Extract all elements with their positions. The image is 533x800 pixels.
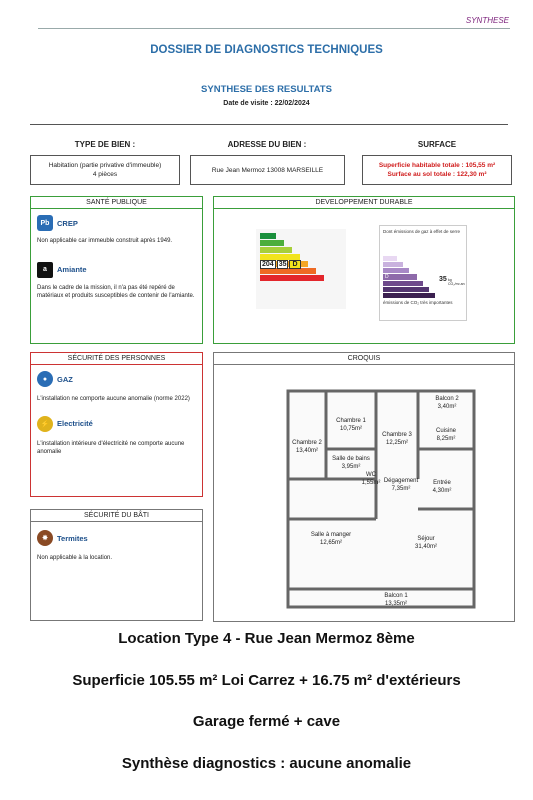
dpe-label: [256, 229, 346, 309]
ges-footer: émissions de CO₂ très importantes: [383, 300, 453, 305]
room-sejour: Séjour 31,40m²: [414, 536, 437, 550]
room-salle-a-manger: Salle à manger 12,65m²: [310, 532, 352, 546]
footer-line-4: Synthèse diagnostics : aucune anomalie: [121, 755, 412, 772]
room-chambre-3: Chambre 3 12,25m²: [382, 432, 412, 446]
ges-class: D: [385, 274, 389, 280]
dev-heading: DEVELOPPEMENT DURABLE: [214, 197, 514, 209]
amiante-title: Amiante: [57, 265, 87, 274]
lead-icon: Pb: [37, 215, 53, 231]
amiante-text: Dans le cadre de la mission, il n'a pas été repéré de matériaux et produits susceptibles de contenir de l'amiante.: [37, 284, 195, 299]
ges-bar-g: [383, 293, 435, 298]
crep-text: Non applicable car immeuble construit après 1949.: [37, 238, 173, 244]
address-label: ADRESSE DU BIEN :: [227, 140, 307, 149]
footer-line-3: Garage fermé + cave: [192, 713, 341, 730]
termites-text: Non applicable à la location.: [37, 555, 113, 561]
synthese-tag: SYNTHESE: [465, 16, 509, 25]
header-separator: [30, 124, 508, 125]
results-subtitle: SYNTHESE DES RESULTATS: [201, 84, 332, 95]
securite-heading: SÉCURITÉ DES PERSONNES: [31, 353, 202, 365]
gaz-text: L'installation ne comporte aucune anomalie (norme 2022): [37, 396, 190, 402]
ges-bar-f: [383, 287, 429, 292]
floor-plan: [286, 389, 476, 614]
type-box: [30, 155, 180, 185]
dpe-values: [260, 260, 301, 269]
ges-bar-d: [383, 274, 417, 280]
bati-panel: [30, 509, 203, 621]
visit-date: Date de visite : 22/02/2024: [223, 100, 310, 107]
surface-box: [362, 155, 512, 185]
electricity-icon: ⚡: [37, 416, 53, 432]
gas-flame-icon: ●: [37, 371, 53, 387]
dpe-class: D: [289, 260, 300, 269]
address-box: [190, 155, 345, 185]
room-balcon-2: Balcon 2 3,40m²: [435, 396, 459, 410]
type-label: TYPE DE BIEN :: [74, 140, 136, 149]
dev-panel: [213, 196, 515, 344]
elec-text: L'installation intérieure d'électricité ne comporte aucune anomalie: [37, 440, 185, 455]
room-salle-de-bains: Salle de bains 3,95m²: [332, 456, 370, 470]
room-chambre-1: Chambre 1 10,75m²: [336, 418, 366, 432]
crep-title: CREP: [57, 218, 78, 228]
ges-bar-b: [383, 262, 403, 267]
room-wc: WC 1,55m²: [361, 472, 381, 486]
ges-value: 35: [439, 276, 447, 283]
surface-habitable: Superficie habitable totale : 105,55 m²: [378, 162, 496, 169]
dpe-bar-c: [260, 247, 292, 253]
footer-line-1: Location Type 4 - Rue Jean Mermoz 8ème: [118, 630, 415, 647]
asbestos-icon: a: [37, 262, 53, 278]
sante-heading: SANTÉ PUBLIQUE: [31, 197, 202, 209]
termite-icon: ✸: [37, 530, 53, 546]
dpe-bar-g: [260, 275, 324, 281]
footer-line-2: Superficie 105.55 m² Loi Carrez + 16.75 m² d'extérieurs: [72, 672, 461, 689]
dpe-energy-value: 204: [262, 261, 274, 268]
croquis-panel: [213, 352, 515, 622]
ges-bar-c: [383, 268, 409, 273]
room-balcon-1: Balcon 1 13,35m²: [384, 593, 408, 607]
ges-bar-e: [383, 281, 423, 286]
address-value: Rue Jean Mermoz 13008 MARSEILLE: [211, 166, 324, 174]
room-cuisine: Cuisine 8,25m²: [435, 428, 456, 442]
room-entree: Entrée 4,30m²: [432, 480, 452, 494]
top-rule: [38, 13, 510, 29]
securite-panel: [30, 352, 203, 497]
dpe-bar-b: [260, 240, 284, 246]
floor-plan-walls: [286, 389, 476, 614]
document-title: DOSSIER DE DIAGNOSTICS TECHNIQUES: [150, 44, 383, 56]
sante-panel: [30, 196, 203, 344]
croquis-heading: CROQUIS: [214, 353, 514, 365]
ges-bar-a: [383, 256, 397, 261]
rooms-value: 4 pièces: [92, 171, 118, 178]
dpe-ges-value: 35: [278, 261, 287, 268]
elec-title: Electricité: [57, 419, 93, 428]
gaz-title: GAZ: [57, 374, 73, 384]
surface-sol: Surface au sol totale : 122,30 m²: [387, 171, 487, 178]
type-value: Habitation (partie privative d'immeuble): [48, 162, 162, 169]
ges-unit: kg CO₂/m².an: [448, 278, 465, 286]
bati-heading: SÉCURITÉ DU BÂTI: [31, 510, 202, 522]
ges-caption: Dont émissions de gaz à effet de serre: [383, 229, 460, 234]
ges-label: [379, 225, 467, 321]
room-degagement: Dégagement 7,35m²: [383, 478, 419, 492]
dpe-bar-a: [260, 233, 276, 239]
room-chambre-2: Chambre 2 13,40m²: [292, 440, 322, 454]
surface-label: SURFACE: [417, 140, 457, 149]
termites-title: Termites: [57, 533, 88, 543]
